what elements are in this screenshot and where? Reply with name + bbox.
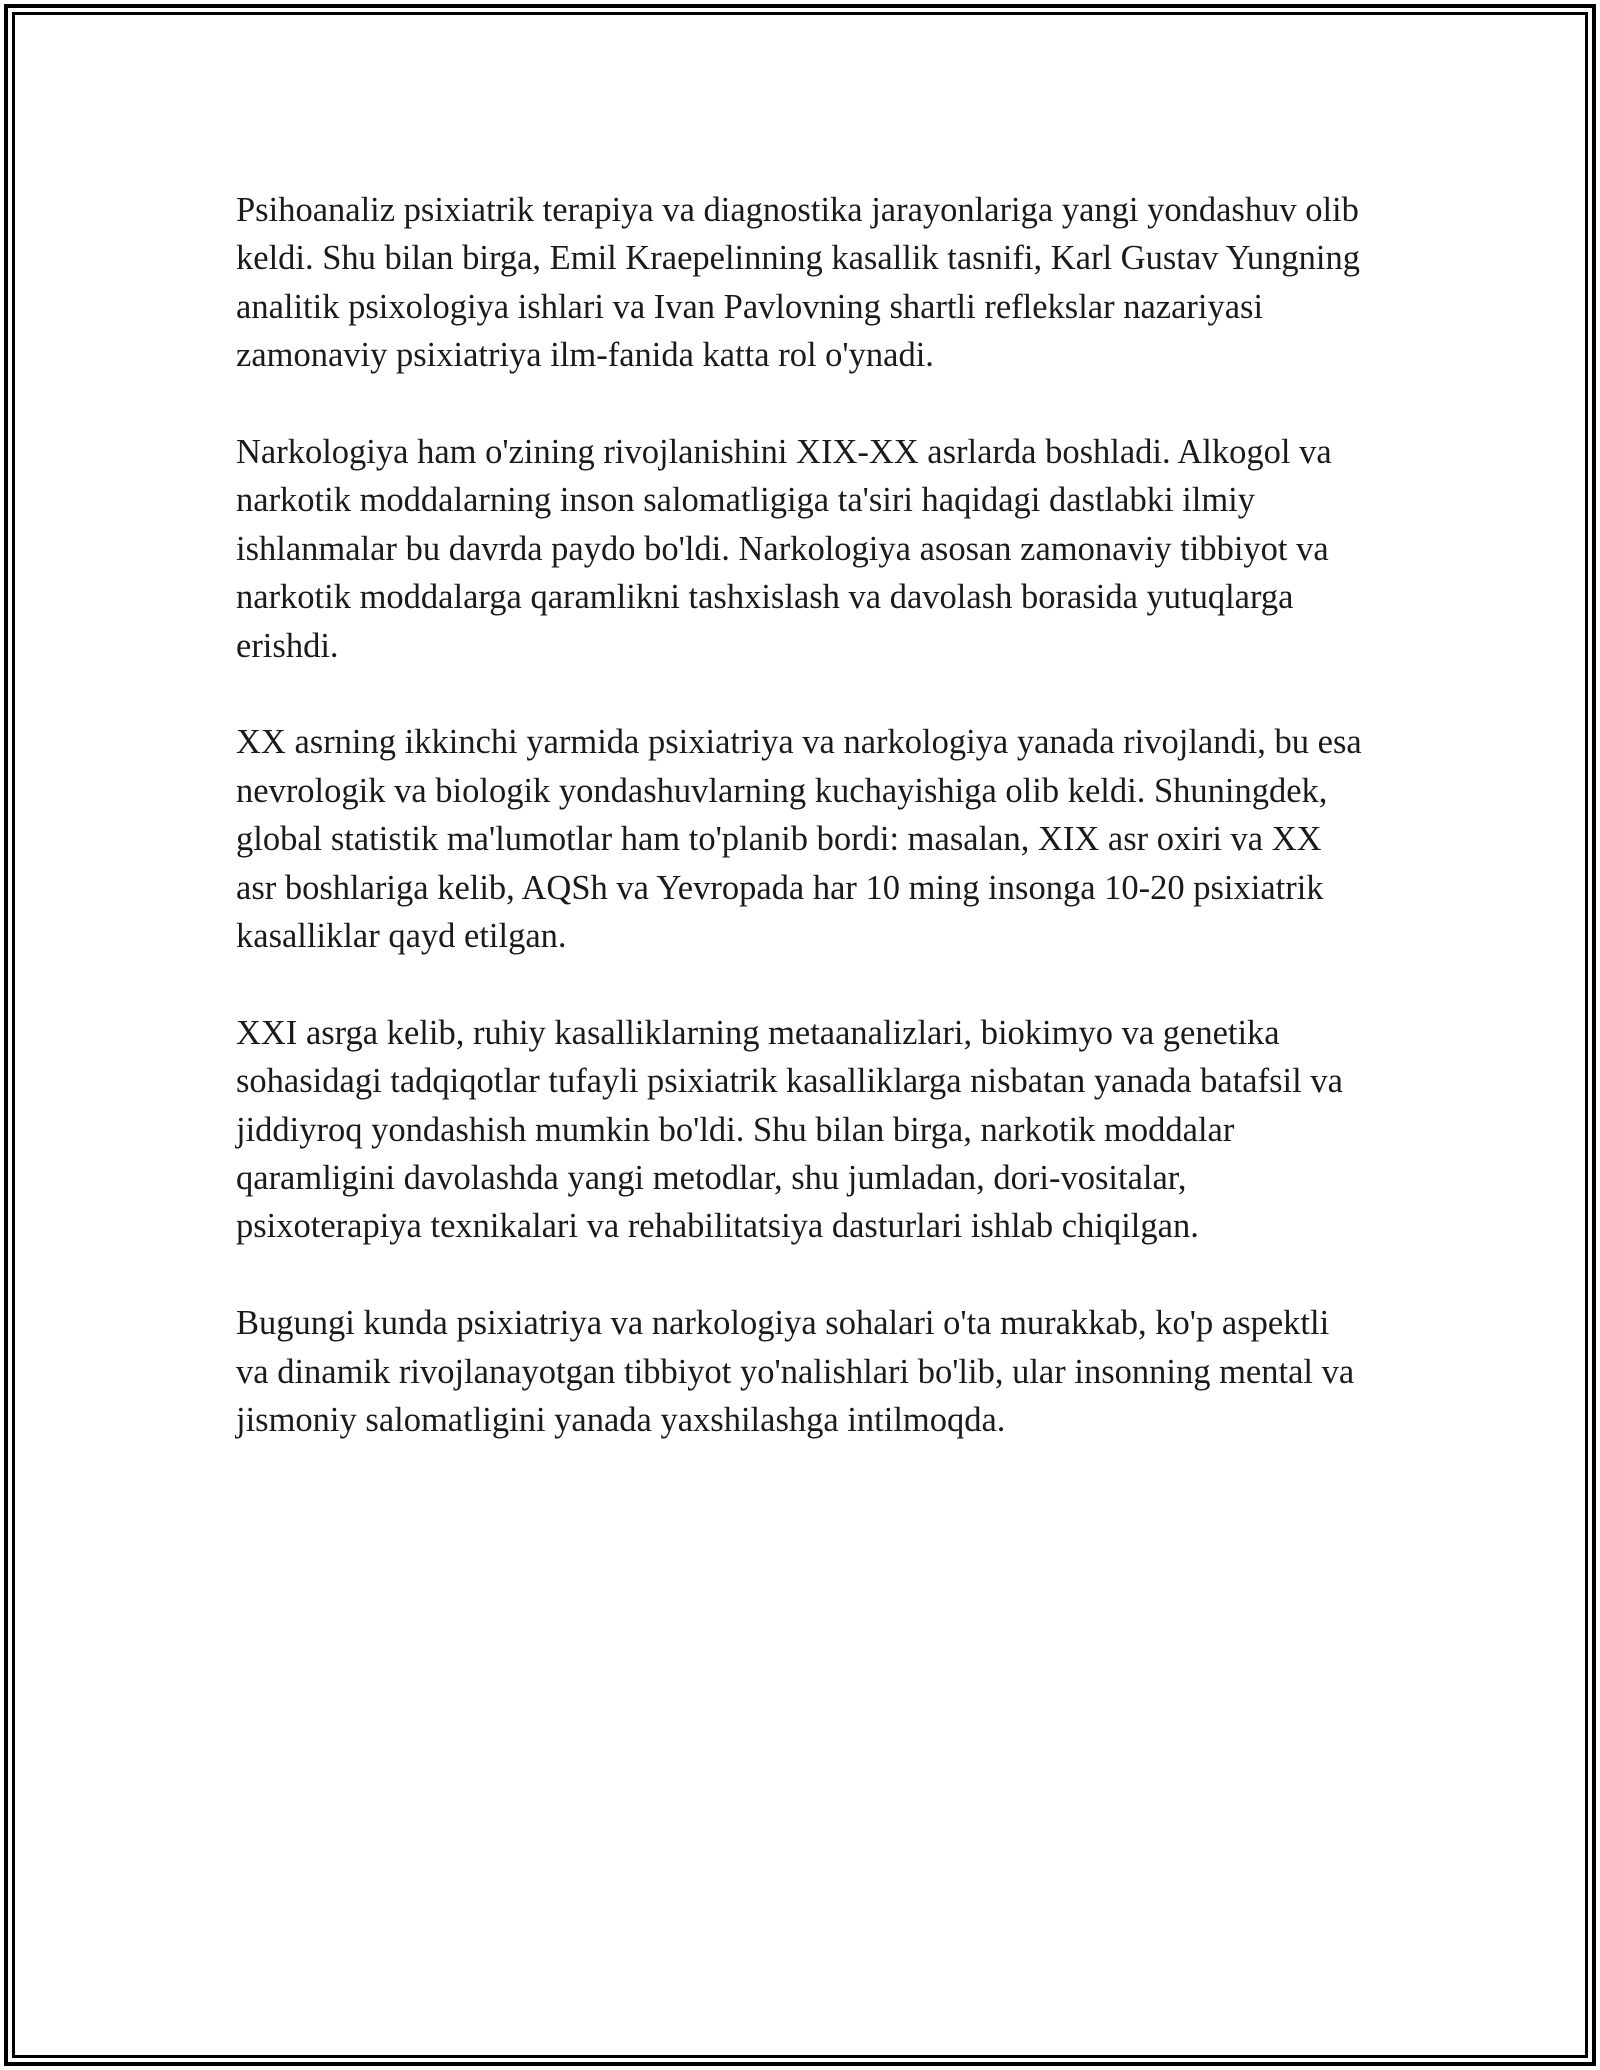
paragraph-twenty-first-century: XXI asrga kelib, ruhiy kasalliklarning metaanalizlari, biokimyo va genetika sohasidagi tadqiqotlar tufayli psixiatrik kasalliklarga nisbatan yanada batafsil va jiddiyroq yondashish mumkin bo'ldi. Shu bilan birga, narkotik moddalar qaramligini davolashda yangi metodlar, shu jumladan, dori-vositalar, psixoterapiya texnikalari va rehabilitatsiya dasturlari ishlab chiqilgan.: [236, 1013, 1343, 1246]
paragraph-today: Bugungi kunda psixiatriya va narkologiya sohalari o'ta murakkab, ko'p aspektli va dinamik rivojlanayotgan tibbiyot yo'nalishlari bo'lib, ular insonning mental va jismoniy salomatligini yanada yaxshilashga intilmoqda.: [236, 1304, 1355, 1440]
paragraph-narcology-origins: Narkologiya ham o'zining rivojlanishini XIX-XX asrlarda boshladi. Alkogol va narkotik moddalarning inson salomatligiga ta'siri haqidagi dastlabki ilmiy ishlanmalar bu davrda paydo bo'ldi. Narkologiya asosan zamonaviy tibbiyot va narkotik moddalarga qaramlikni tashxislash va davolash borasida yutuqlarga erishdi.: [236, 433, 1332, 665]
paragraph-twentieth-century: XX asrning ikkinchi yarmida psixiatriya va narkologiya yanada rivojlandi, bu esa nevrologik va biologik yondashuvlarning kuchayishiga olib keldi. Shuningdek, global statistik ma'lumotlar ham to'planib bordi: masalan, XIX asr oxiri va XX asr boshlariga kelib, AQSh va Yevropada har 10 ming insonga 10-20 psixiatrik kasalliklar qayd etilgan.: [236, 723, 1362, 956]
paragraph-psychoanalysis: Psihoanaliz psixiatrik terapiya va diagnostika jarayonlariga yangi yondashuv olib keldi. Shu bilan birga, Emil Kraepelinning kasallik tasnifi, Karl Gustav Yungning analitik psixologiya ishlari va Ivan Pavlovning shartli reflekslar nazariyasi zamonaviy psixiatriya ilm-fanida katta rol o'ynadi.: [236, 191, 1360, 375]
document-body: [236, 186, 1366, 1445]
